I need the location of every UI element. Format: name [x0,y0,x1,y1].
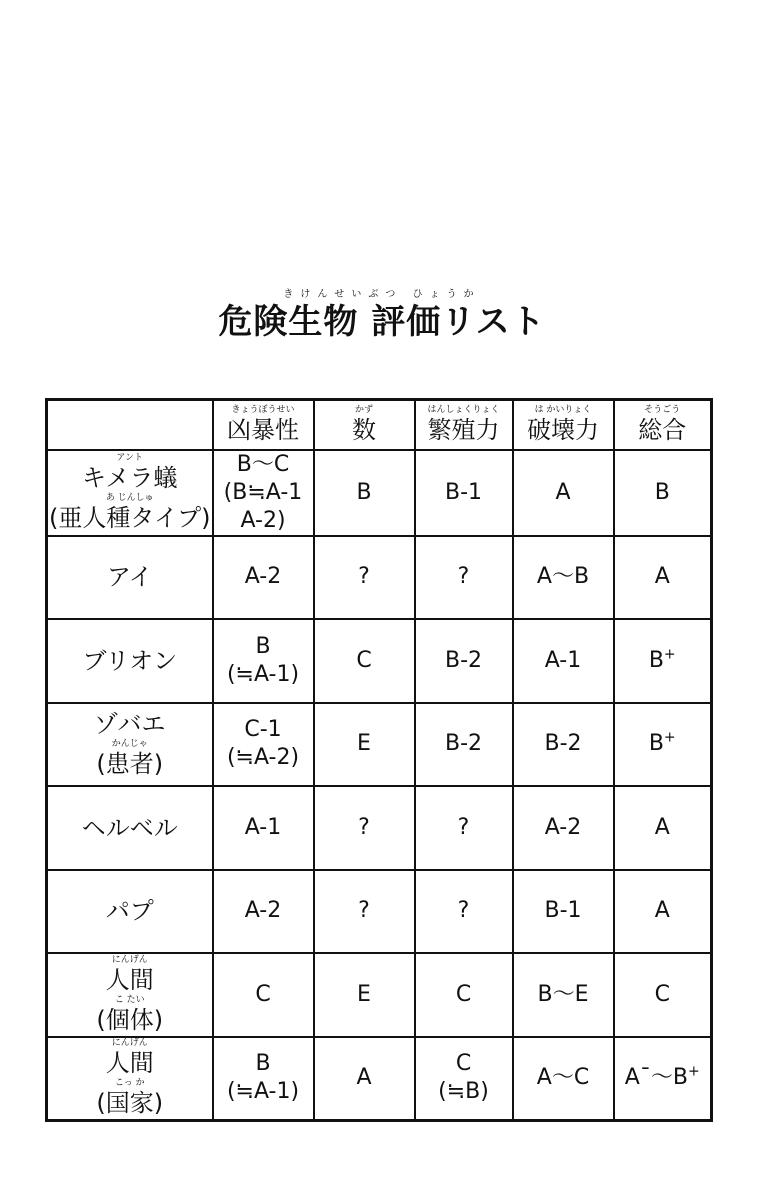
ferocity-cell [213,953,314,1037]
creature-name-cell [47,536,213,620]
overall-value: A [654,564,670,590]
number-cell [314,786,415,870]
creature-subname-ruby: かんじゃ [111,739,148,750]
fertility-cell [415,870,513,954]
ferocity-cell [213,450,314,536]
ferocity-value: A-2 [244,898,282,924]
destruction-cell [513,536,614,620]
page-title: 危険生物 評価リスト [218,302,546,342]
number-value: ? [358,564,370,590]
number-value: A [356,1065,372,1090]
destruction-cell [513,703,614,787]
number-value: ? [358,898,370,924]
creature-subname-ruby: こっ か [114,1078,145,1088]
creature-name: ブリオン [82,646,178,675]
number-value: E [357,981,371,1007]
header-label: 総合 [638,416,687,445]
creature-name-cell [47,953,213,1037]
header-ruby: はんしょくりょく [427,405,500,416]
fertility-cell [415,953,513,1037]
fertility-cell [415,786,513,870]
ferocity-value: A-2 [244,564,282,590]
destruction-cell [513,1037,614,1121]
header-cell-blank [47,400,213,450]
overall-value: B [654,479,670,505]
overall-cell [614,953,712,1037]
fertility-cell [415,703,513,787]
overall-grade: B [648,647,664,673]
destruction-value: B-1 [544,898,582,924]
table-row [47,536,712,620]
header-cell-fertility [415,400,513,450]
overall-cell [614,786,712,870]
ferocity-value: B [255,1051,271,1076]
destruction-cell [513,870,614,954]
title-ruby: きけんせいぶつ ひょうか [283,289,481,300]
number-cell [314,703,415,787]
overall-grade-modifier: + [663,646,676,663]
fertility-value: C [455,1051,472,1076]
number-cell [314,536,415,620]
overall-grade-modifier: + [687,1063,700,1080]
fertility-cell [415,536,513,620]
fertility-cell [415,1037,513,1121]
ferocity-cell [213,1037,314,1121]
header-label: 数 [352,416,376,445]
destruction-cell [513,619,614,703]
overall-cell [614,450,712,536]
destruction-value: A〜B [536,564,590,590]
creature-name: 人間 [105,1049,154,1077]
table-row [47,1037,712,1121]
table-row [47,870,712,954]
fertility-value: B-1 [444,479,483,505]
creature-name-cell [47,450,213,536]
fertility-value: C [455,981,472,1007]
creature-name-ruby: アント [116,452,144,463]
number-value: ? [358,814,370,840]
overall-value: A [654,814,670,840]
overall-cell [614,703,712,787]
fertility-value: ? [457,898,470,924]
fertility-cell [415,450,513,536]
evaluation-table [45,398,713,1122]
number-value: C [356,647,372,673]
header-ruby: かず [354,405,373,416]
number-cell [314,619,415,703]
header-cell-ferocity [213,400,314,450]
fertility-value: ? [457,564,470,590]
header-cell-number [314,400,415,450]
table-header-row [47,400,712,450]
destruction-value: A [555,479,571,505]
overall-cell [614,536,712,620]
creature-name-ruby: にんげん [111,954,148,965]
creature-subname-ruby: あ じんしゅ [105,492,154,503]
overall-grade: B [648,731,664,757]
ferocity-value: A-1 [244,814,282,840]
creature-subname: (亜人種タイプ) [48,503,211,532]
header-cell-destruction [513,400,614,450]
creature-subname: (国家) [96,1089,164,1117]
creature-name: ゾバエ [93,710,166,739]
ferocity-value: (≒A-1) [226,661,300,687]
destruction-value: A-2 [544,814,582,840]
number-cell [314,953,415,1037]
ferocity-value: (B≒A-1 [223,479,303,505]
creature-name: ヘルベル [81,813,178,842]
ferocity-value: (≒A-2) [226,745,300,771]
number-cell [314,870,415,954]
title-block [0,288,764,342]
header-ruby: は かいりょく [534,405,592,416]
creature-name-ruby: にんげん [111,1038,148,1048]
overall-value [615,730,711,758]
ferocity-cell [213,870,314,954]
number-cell [314,450,415,536]
creature-name-cell [47,619,213,703]
overall-cell [614,619,712,703]
creature-name-cell [47,1037,213,1121]
creature-subname: (患者) [96,750,164,779]
overall-value: C [654,981,670,1007]
ferocity-value: B〜C [236,451,290,477]
destruction-value: B〜E [537,981,589,1007]
fertility-cell [415,619,513,703]
ferocity-value: (≒A-1) [226,1079,300,1104]
creature-name-cell [47,703,213,787]
overall-cell [614,1037,712,1121]
creature-name: 人間 [105,965,154,994]
destruction-cell [513,953,614,1037]
destruction-cell [513,786,614,870]
header-label: 凶暴性 [227,416,299,445]
overall-value [615,1064,711,1092]
overall-value [615,647,711,675]
ferocity-cell [213,536,314,620]
creature-name: アイ [106,563,153,592]
creature-name: キメラ蟻 [81,463,178,492]
fertility-value: (≒B) [438,1079,489,1104]
number-value: E [357,731,371,757]
overall-value: A [654,898,670,924]
ferocity-cell [213,786,314,870]
header-cell-overall [614,400,712,450]
ferocity-value: B [255,633,271,659]
overall-cell [614,870,712,954]
ferocity-value: C [255,981,271,1007]
fertility-value: B-2 [444,731,483,757]
creature-subname-ruby: こ たい [114,994,145,1005]
header-ruby: そうごう [644,405,681,416]
destruction-value: A-1 [544,647,582,673]
fertility-value: B-2 [444,647,483,673]
destruction-value: B-2 [544,731,582,757]
table-row [47,953,712,1037]
table-row [47,786,712,870]
number-cell [314,1037,415,1121]
destruction-value: A〜C [536,1065,590,1090]
table-row [47,703,712,787]
number-value: B [356,479,372,505]
creature-subname: (個体) [96,1005,164,1034]
table-row [47,619,712,703]
header-label: 破壊力 [527,416,599,445]
header-ruby: きょうぼうせい [231,405,295,416]
ferocity-value: A-2) [240,507,286,533]
creature-name-cell [47,870,213,954]
ferocity-value: C-1 [244,717,282,743]
ferocity-cell [213,703,314,787]
evaluation-table-body [47,400,712,1121]
creature-name-cell [47,786,213,870]
destruction-cell [513,450,614,536]
overall-grade-modifier: + [663,729,676,746]
overall-grade: A¯〜B [624,1065,688,1090]
table-row [47,450,712,536]
ferocity-cell [213,619,314,703]
creature-name: パプ [105,897,154,926]
header-label: 繁殖力 [427,416,500,445]
fertility-value: ? [457,814,470,840]
